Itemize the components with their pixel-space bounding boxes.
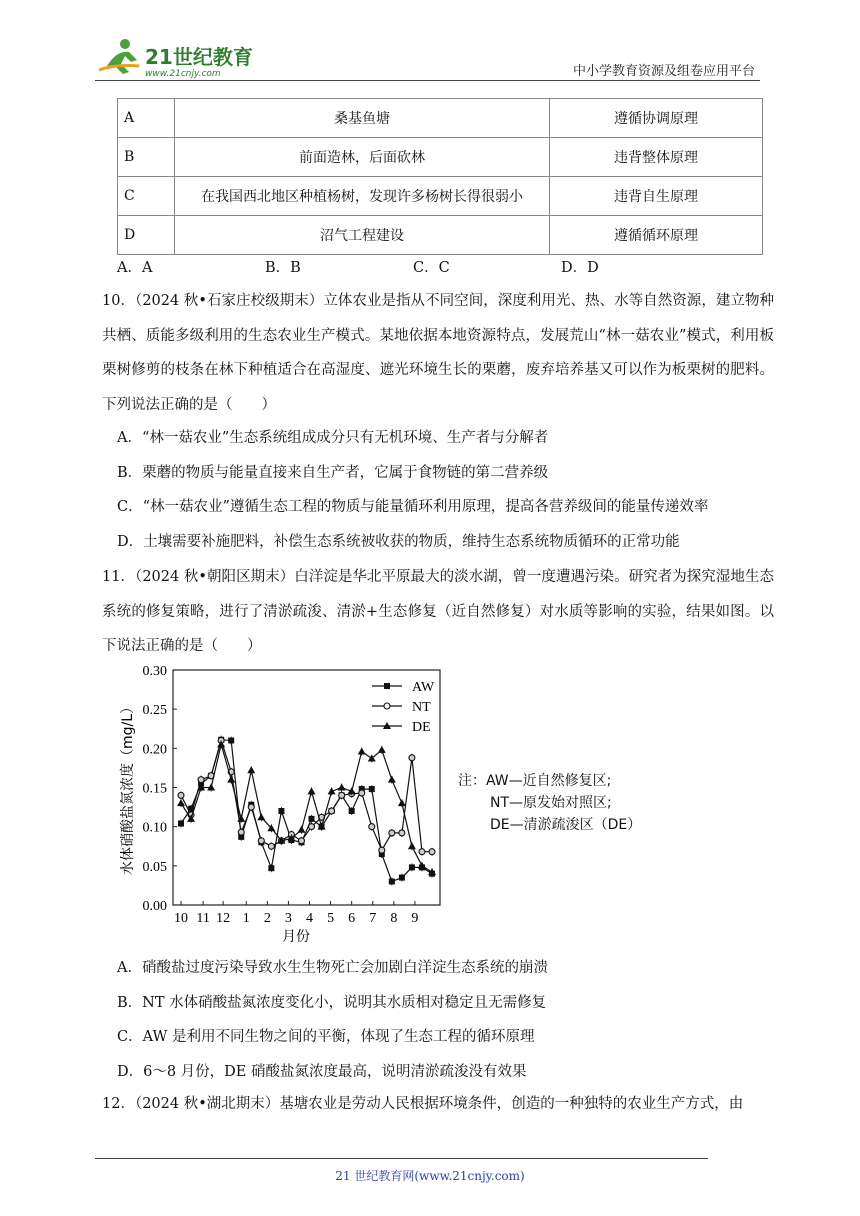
data-point xyxy=(338,784,346,791)
data-point xyxy=(399,830,405,836)
data-point xyxy=(419,849,425,855)
q10-option-c[interactable]: C．“林一菇农业”遵循生态工程的物质与能量循环利用原理，提高各营养级间的能量传递效率 xyxy=(117,499,709,515)
data-point xyxy=(378,746,386,753)
choice-b[interactable]: B．B xyxy=(265,260,301,276)
x-tick-label: 6 xyxy=(348,911,356,926)
data-point xyxy=(399,875,405,881)
q11-option-a[interactable]: A．硝酸盐过度污染导致水生生物死亡会加剧白洋淀生态系统的崩溃 xyxy=(117,960,548,976)
logo-main-text: 21世纪教育 xyxy=(145,45,253,69)
data-point xyxy=(278,808,284,814)
logo-runner-icon xyxy=(95,36,265,80)
data-point xyxy=(248,804,254,810)
data-point xyxy=(198,777,204,783)
y-tick-label: 0.10 xyxy=(142,820,167,836)
choice-d[interactable]: D．D xyxy=(561,260,599,276)
table-row xyxy=(118,99,763,138)
x-axis-label: 月份 xyxy=(282,929,310,945)
footer-link[interactable]: 21 世纪教育网(www.21cnjy.com) xyxy=(335,1169,525,1183)
y-tick-label: 0.25 xyxy=(142,703,167,719)
choice-c[interactable]: C．C xyxy=(413,260,450,276)
y-axis-label: 水体硝酸盐氮浓度（mg/L） xyxy=(120,699,136,876)
site-logo[interactable] xyxy=(95,36,265,80)
data-point xyxy=(309,824,315,830)
data-point xyxy=(308,787,316,794)
option-letter: B xyxy=(118,138,175,177)
data-point xyxy=(339,792,345,798)
note-nt: NT—原发始对照区; xyxy=(490,795,612,811)
data-point xyxy=(369,786,375,792)
x-tick-label: 2 xyxy=(263,911,271,926)
legend-label-de: DE xyxy=(412,720,431,735)
data-point xyxy=(247,766,255,773)
y-tick-label: 0.00 xyxy=(142,899,167,914)
data-point xyxy=(398,799,406,806)
data-point xyxy=(258,838,264,844)
legend-label-nt: NT xyxy=(412,700,431,715)
option-example: 在我国西北地区种植杨树，发现许多杨树长得很弱小 xyxy=(175,177,550,216)
data-point xyxy=(298,838,304,844)
data-point xyxy=(389,830,395,836)
data-point xyxy=(369,824,375,830)
data-point xyxy=(178,821,184,827)
q10-option-a[interactable]: A．“林一菇农业”生态系统组成成分只有无机环境、生产者与分解者 xyxy=(117,430,549,446)
option-principle: 遵循协调原理 xyxy=(550,99,763,138)
data-point xyxy=(379,847,385,853)
chart-note xyxy=(458,770,641,836)
option-principle: 违背自生原理 xyxy=(550,177,763,216)
data-point xyxy=(349,808,355,814)
data-point xyxy=(388,776,396,783)
data-point xyxy=(238,829,244,835)
option-example: 前面造林，后面砍林 xyxy=(175,138,550,177)
y-tick-label: 0.05 xyxy=(142,859,167,875)
option-principle: 遵循循环原理 xyxy=(550,216,763,255)
x-tick-label: 12 xyxy=(216,911,231,926)
option-letter: C xyxy=(118,177,175,216)
x-tick-label: 9 xyxy=(411,911,419,926)
x-tick-label: 5 xyxy=(327,911,335,926)
footer-divider xyxy=(95,1158,708,1159)
option-example: 桑基鱼塘 xyxy=(175,99,550,138)
nitrate-chart xyxy=(110,658,460,948)
data-point xyxy=(408,842,416,849)
data-point xyxy=(384,683,390,689)
q10-stem: 10．（2024 秋•石家庄校级期末）立体农业是指从不同空间，深度利用光、热、水等自然资源，建立物种共栖、质能多级利用的生态农业生产模式。某地依据本地资源特点，发展荒山“林一菇农业”模式，利用板栗树修剪的枝条在林下种植适合在高湿度、遮光环境生长的栗蘑，废弃培养基又可以作为板栗树的肥料。下列说法正确的是（ ） xyxy=(102,293,774,413)
header-divider xyxy=(95,80,760,81)
data-point xyxy=(409,864,415,870)
data-point xyxy=(389,879,395,885)
note-aw: AW—近自然修复区; xyxy=(486,773,612,789)
note-title: 注： xyxy=(458,773,486,789)
q11-option-b[interactable]: B．NT 水体硝酸盐氮浓度变化小，说明其水质相对稳定且无需修复 xyxy=(117,995,547,1011)
option-example: 沼气工程建设 xyxy=(175,216,550,255)
data-point xyxy=(227,776,235,783)
data-point xyxy=(178,792,184,798)
data-point xyxy=(268,865,274,871)
q10-option-d[interactable]: D．土壤需要补施肥料，补偿生态系统被收获的物质，维持生态系统物质循环的正常功能 xyxy=(117,534,680,550)
series-line-de xyxy=(181,744,432,872)
option-letter: A xyxy=(118,99,175,138)
option-principle: 违背整体原理 xyxy=(550,138,763,177)
q12-stem: 12．（2024 秋•湖北期末）基塘农业是劳动人民根据环境条件，创造的一种独特的农业生产方式，由 xyxy=(102,1096,744,1112)
data-point xyxy=(228,738,234,744)
platform-name: 中小学教育资源及组卷应用平台 xyxy=(572,64,755,79)
data-point xyxy=(429,849,435,855)
table-row xyxy=(118,177,763,216)
option-letter: D xyxy=(118,216,175,255)
table-row xyxy=(118,216,763,255)
x-tick-label: 3 xyxy=(284,911,292,926)
x-tick-label: 1 xyxy=(242,911,250,926)
y-tick-label: 0.15 xyxy=(142,781,167,797)
logo-sub-text: www.21cnjy.com xyxy=(145,69,221,79)
data-point xyxy=(409,755,415,761)
data-point xyxy=(297,826,305,833)
q9-options-table xyxy=(117,98,763,255)
data-point xyxy=(257,813,265,820)
x-tick-label: 11 xyxy=(196,911,210,926)
x-tick-label: 7 xyxy=(369,911,377,926)
q11-option-c[interactable]: C．AW 是利用不同生物之间的平衡，体现了生态工程的循环原理 xyxy=(117,1029,535,1045)
table-row xyxy=(118,138,763,177)
q10-option-b[interactable]: B．栗蘑的物质与能量直接来自生产者，它属于食物链的第二营养级 xyxy=(117,465,549,481)
data-point xyxy=(268,843,274,849)
x-tick-label: 8 xyxy=(390,911,398,926)
note-de: DE—清淤疏浚区（DE） xyxy=(490,817,642,833)
data-point xyxy=(358,747,366,754)
choice-a[interactable]: A．A xyxy=(117,260,153,276)
data-point xyxy=(329,808,335,814)
x-tick-label: 4 xyxy=(306,911,314,926)
q11-stem: 11．（2024 秋•朝阳区期末）白洋淀是华北平原最大的淡水湖，曾一度遭遇污染。研究者为探究湿地生态系统的修复策略，进行了清淤疏浚、清淤+生态修复（近自然修复）对水质等影响的实验，结果如图。以下说法正确的是（ ） xyxy=(102,569,774,654)
q11-option-d[interactable]: D．6～8 月份，DE 硝酸盐氮浓度最高，说明清淤疏浚没有效果 xyxy=(117,1064,527,1080)
y-tick-label: 0.20 xyxy=(142,742,167,758)
x-tick-label: 10 xyxy=(174,911,188,926)
data-point xyxy=(384,703,390,709)
q9-choices xyxy=(117,256,709,277)
data-point xyxy=(309,816,315,822)
legend-label-aw: AW xyxy=(412,680,435,695)
data-point xyxy=(359,790,365,796)
y-tick-label: 0.30 xyxy=(142,664,167,679)
